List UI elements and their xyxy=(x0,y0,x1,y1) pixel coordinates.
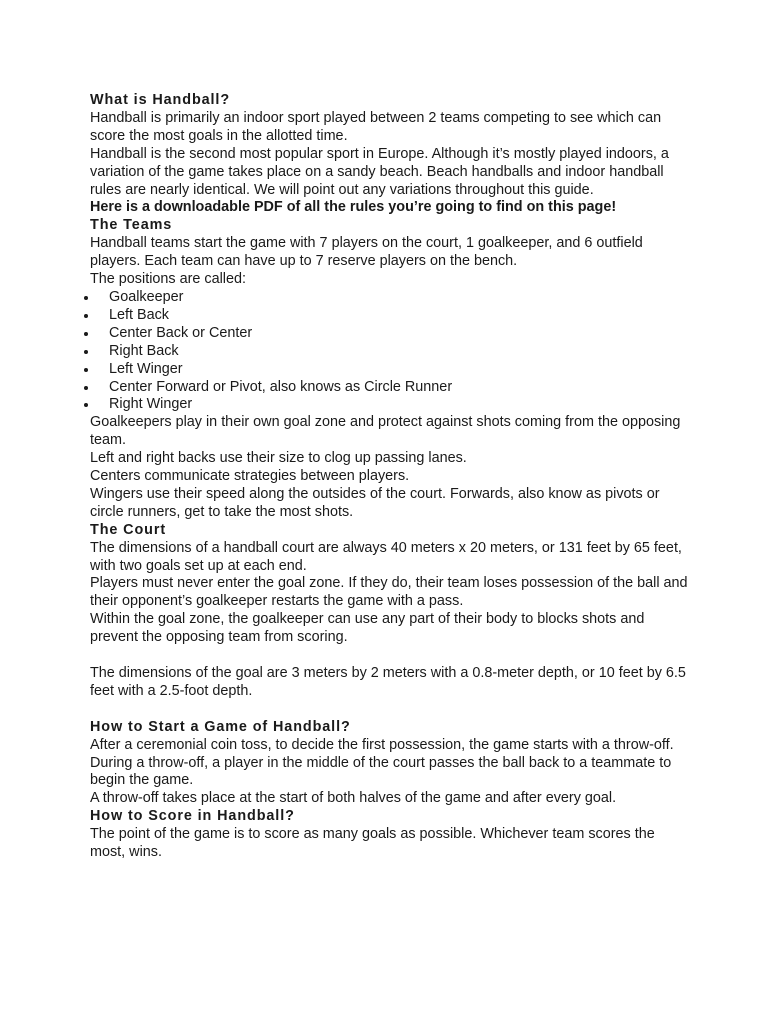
paragraph: Handball teams start the game with 7 players on the court, 1 goalkeeper, and 6 outfield players. Each team can have up to 7 reserve players on the bench. xyxy=(90,235,643,270)
positions-list xyxy=(90,289,690,414)
list-item-label: Goalkeeper xyxy=(109,288,184,305)
paragraph: Wingers use their speed along the outsides of the court. Forwards, also know as pivots or circle runners, get to take the most shots. xyxy=(90,485,660,520)
list-item xyxy=(90,343,690,361)
bullet-icon xyxy=(84,350,88,354)
spacer xyxy=(90,647,690,665)
paragraph: The point of the game is to score as many goals as possible. Whichever team scores the most, wins. xyxy=(90,826,655,861)
bullet-icon xyxy=(84,368,88,372)
list-item xyxy=(90,379,690,397)
paragraph: The positions are called: xyxy=(90,271,246,288)
paragraph: Handball is the second most popular sport in Europe. Although it’s mostly played indoors, a variation of the game takes place on a sandy beach. Beach handballs and indoor handball rules are nearly identical. We will point out any variations throughout this guide. xyxy=(90,145,669,198)
bullet-icon xyxy=(84,332,88,336)
paragraph: The dimensions of a handball court are always 40 meters x 20 meters, or 131 feet by 65 feet, with two goals set up at each end. xyxy=(90,539,682,574)
bullet-icon xyxy=(84,296,88,300)
list-item-label: Center Forward or Pivot, also knows as Circle Runner xyxy=(109,378,453,395)
paragraph: The dimensions of the goal are 3 meters by 2 meters with a 0.8-meter depth, or 10 feet by 6.5 feet with a 2.5-foot depth. xyxy=(90,664,686,699)
paragraph: Within the goal zone, the goalkeeper can use any part of their body to blocks shots and prevent the opposing team from scoring. xyxy=(90,611,645,646)
paragraph: Players must never enter the goal zone. If they do, their team loses possession of the ball and their opponent’s goalkeeper restarts the game with a pass. xyxy=(90,575,688,610)
list-item xyxy=(90,289,690,307)
bullet-icon xyxy=(84,403,88,407)
paragraph: After a ceremonial coin toss, to decide the first possession, the game starts with a throw-off. xyxy=(90,736,674,753)
pdf-link-text[interactable]: Here is a downloadable PDF of all the rules you’re going to find on this page! xyxy=(90,199,617,216)
document-body xyxy=(90,92,690,862)
paragraph: A throw-off takes place at the start of both halves of the game and after every goal. xyxy=(90,790,617,807)
paragraph: During a throw-off, a player in the middle of the court passes the ball back to a teammate to begin the game. xyxy=(90,754,672,789)
bullet-icon xyxy=(84,386,88,390)
paragraph: Handball is primarily an indoor sport played between 2 teams competing to see which can score the most goals in the allotted time. xyxy=(90,109,662,144)
paragraph: Goalkeepers play in their own goal zone and protect against shots coming from the opposing team. xyxy=(90,414,681,449)
paragraph: Left and right backs use their size to clog up passing lanes. xyxy=(90,450,467,467)
heading-how-to-score: How to Score in Handball? xyxy=(90,808,295,825)
heading-what-is-handball: What is Handball? xyxy=(90,92,231,108)
list-item-label: Center Back or Center xyxy=(109,324,253,341)
list-item xyxy=(90,307,690,325)
list-item xyxy=(90,325,690,343)
heading-how-to-start: How to Start a Game of Handball? xyxy=(90,718,351,735)
heading-the-court: The Court xyxy=(90,521,167,538)
list-item-label: Right Winger xyxy=(109,396,193,413)
list-item xyxy=(90,361,690,379)
list-item-label: Left Winger xyxy=(109,360,183,377)
list-item-label: Right Back xyxy=(109,342,179,359)
heading-the-teams: The Teams xyxy=(90,217,173,234)
paragraph: Centers communicate strategies between players. xyxy=(90,468,410,485)
list-item xyxy=(90,396,690,414)
spacer xyxy=(90,701,690,719)
list-item-label: Left Back xyxy=(109,306,169,323)
bullet-icon xyxy=(84,314,88,318)
